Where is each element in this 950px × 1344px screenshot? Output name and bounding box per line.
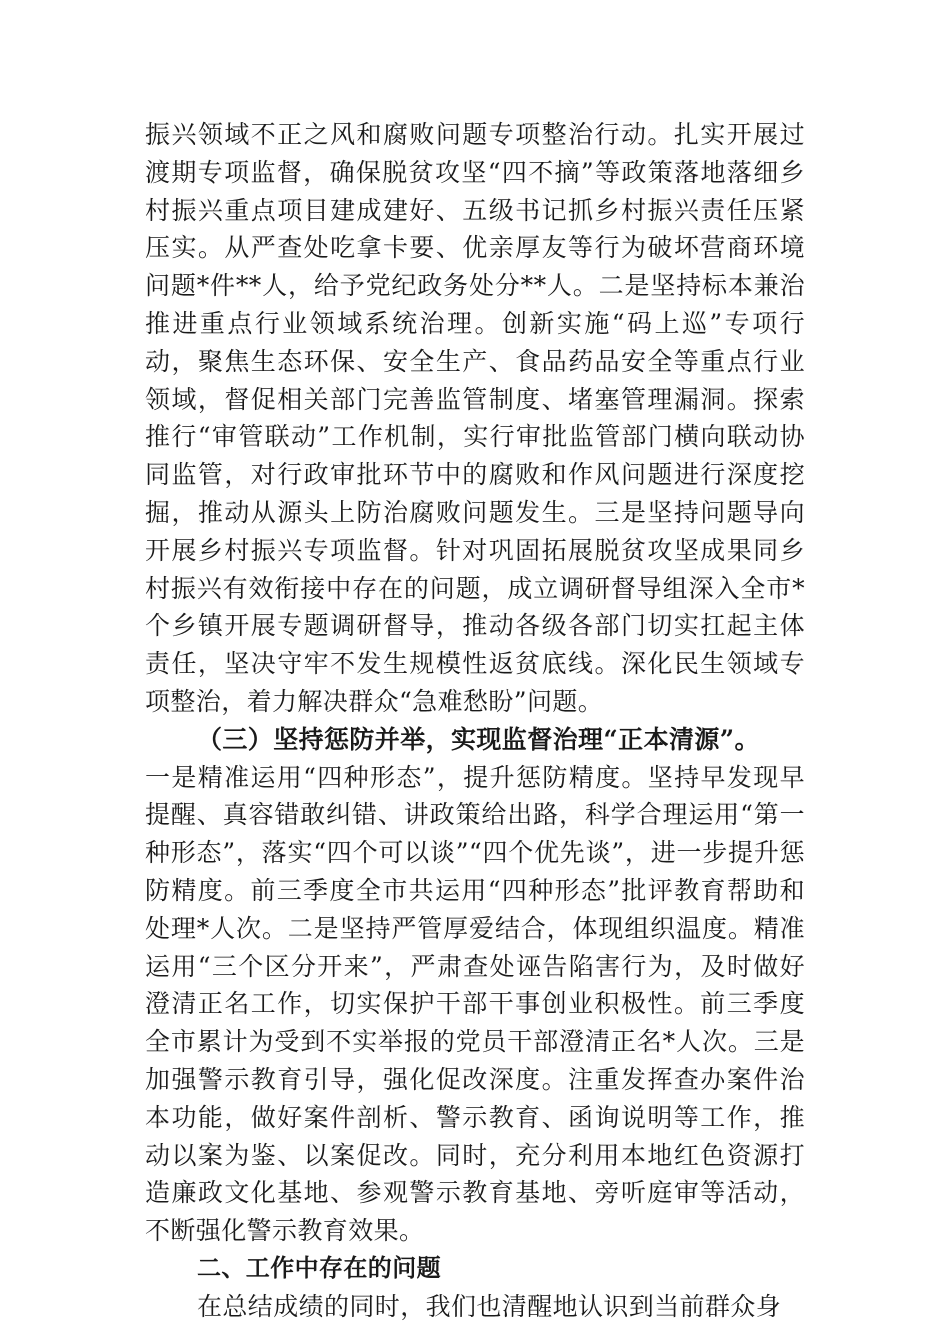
body-paragraph-four-forms: 一是精准运用“四种形态”，提升惩防精度。坚持早发现早提醒、真容错敢纠错、讲政策给出路，科学合理运用“第一种形态”，落实“四个可以谈”“四个优先谈”，进一步提升惩防精度。前三季度全市共运用“四种形态”批评教育帮助和处理*人次。二是坚持严管厚爱结合，体现组织温度。精准运用“三个区分开来”，严肃查处诬告陷害行为，及时做好澄清正名工作，切实保护干部干事创业积极性。前三季度全市累计为受到不实举报的党员干部澄清正名*人次。三是加强警示教育引导，强化促改深度。注重发挥查办案件治本功能，做好案件剖析、警示教育、函询说明等工作，推动以案为鉴、以案促改。同时，充分利用本地红色资源打造廉政文化基地、参观警示教育基地、旁听庭审等活动，不断强化警示教育效果。 xyxy=(145,762,805,1246)
section-heading-punishment-prevention: （三）坚持惩防并举，实现监督治理“正本清源”。 xyxy=(197,724,760,754)
body-paragraph-rural-revitalization: 振兴领域不正之风和腐败问题专项整治行动。扎实开展过渡期专项监督，确保脱贫攻坚“四不摘”等政策落地落细乡村振兴重点项目建成建好、五级书记抓乡村振兴责任压紧压实。从严查处吃拿卡要、优亲厚友等行为破坏营商环境问题*件**人，给予党纪政务处分**人。二是坚持标本兼治推进重点行业领域系统治理。创新实施“码上巡”专项行动，聚焦生态环保、安全生产、食品药品安全等重点行业领域，督促相关部门完善监管制度、堵塞管理漏洞。探索推行“审管联动”工作机制，实行审批监管部门横向联动协同监管，对行政审批环节中的腐败和作风问题进行深度挖掘，推动从源头上防治腐败问题发生。三是坚持问题导向开展乡村振兴专项监督。针对巩固拓展脱贫攻坚成果同乡村振兴有效衔接中存在的问题，成立调研督导组深入全市*个乡镇开展专题调研督导，推动各级各部门切实扛起主体责任，坚决守牢不发生规模性返贫底线。深化民生领域专项整治，着力解决群众“急难愁盼”问题。 xyxy=(145,120,805,716)
document-page xyxy=(145,116,805,1326)
section-heading-existing-problems: 二、工作中存在的问题 xyxy=(197,1253,441,1282)
body-paragraph-problems-intro: 在总结成绩的同时，我们也清醒地认识到当前群众身 xyxy=(197,1291,782,1321)
